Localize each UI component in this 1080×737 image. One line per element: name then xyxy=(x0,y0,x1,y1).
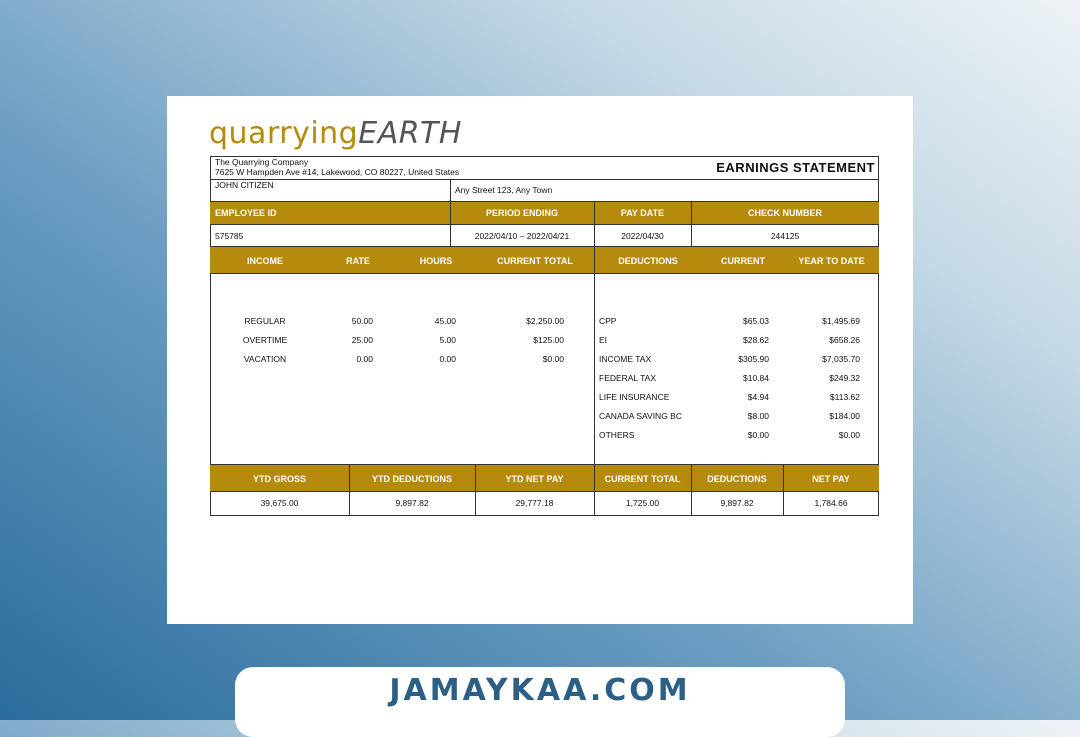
employee-id-value: 575785 xyxy=(215,231,244,241)
deduction-ytd: $1,495.69 xyxy=(822,316,860,326)
deduction-ytd: $658.26 xyxy=(829,335,860,345)
header-summary-current-total: CURRENT TOTAL xyxy=(604,474,681,484)
deduction-current: $65.03 xyxy=(743,316,769,326)
employee-name: JOHN CITIZEN xyxy=(215,180,274,190)
income-hours: 0.00 xyxy=(439,354,456,364)
header-ytd-net-pay: YTD NET PAY xyxy=(505,474,564,484)
header-ytd-gross: YTD GROSS xyxy=(252,474,306,484)
header-year-to-date: YEAR TO DATE xyxy=(798,256,865,266)
deduction-current: $4.94 xyxy=(747,392,769,402)
employee-address: Any Street 123, Any Town xyxy=(455,185,553,195)
footer-banner xyxy=(235,667,845,737)
pay-stub-document xyxy=(167,96,913,624)
deduction-current: $305.90 xyxy=(738,354,769,364)
income-total: $2,250.00 xyxy=(526,316,564,326)
header-period-ending: PERIOD ENDING xyxy=(485,208,558,218)
header-employee-id: EMPLOYEE ID xyxy=(215,208,277,218)
header-pay-date: PAY DATE xyxy=(620,208,665,218)
footer-site-name: JAMAYKAA.COM xyxy=(389,673,691,708)
ytd-deductions-value: 9,897.82 xyxy=(395,498,429,508)
income-rate: 25.00 xyxy=(351,335,373,345)
header-ytd-deductions: YTD DEDUCTIONS xyxy=(371,474,452,484)
logo-part-2: EARTH xyxy=(358,116,462,151)
income-type: OVERTIME xyxy=(242,335,288,345)
income-total: $125.00 xyxy=(533,335,564,345)
header-net-pay: NET PAY xyxy=(812,474,850,484)
deduction-type: INCOME TAX xyxy=(599,354,652,364)
statement-title: EARNINGS STATEMENT xyxy=(716,160,875,175)
income-hours: 45.00 xyxy=(434,316,456,326)
header-hours: HOURS xyxy=(419,256,453,266)
header-current-total: CURRENT TOTAL xyxy=(497,256,573,266)
deduction-ytd: $113.62 xyxy=(829,392,860,402)
header-current: CURRENT xyxy=(721,256,765,266)
income-hours: 5.00 xyxy=(439,335,456,345)
company-name: The Quarrying Company xyxy=(215,157,309,167)
deduction-ytd: $184.00 xyxy=(829,411,860,421)
header-check-number: CHECK NUMBER xyxy=(748,208,822,218)
deduction-type: CANADA SAVING BC xyxy=(599,411,682,421)
header-deductions: DEDUCTIONS xyxy=(618,256,678,266)
ytd-net-pay-value: 29,777.18 xyxy=(515,498,554,508)
deduction-current: $28.62 xyxy=(743,335,769,345)
deduction-type: EI xyxy=(599,335,608,345)
earnings-body xyxy=(210,273,879,465)
income-total: $0.00 xyxy=(542,354,564,364)
pay-date-value: 2022/04/30 xyxy=(621,231,664,241)
deduction-ytd: $249.32 xyxy=(829,373,860,383)
deduction-current: $8.00 xyxy=(747,411,769,421)
income-type: REGULAR xyxy=(244,316,286,326)
deduction-type: OTHERS xyxy=(599,430,635,440)
check-number-value: 244125 xyxy=(770,231,800,241)
deduction-type: LIFE INSURANCE xyxy=(599,392,670,402)
header-income: INCOME xyxy=(247,256,283,266)
deduction-ytd: $0.00 xyxy=(838,430,860,440)
logo-part-1: quarrying xyxy=(209,116,359,151)
deductions-value: 9,897.82 xyxy=(720,498,754,508)
income-type: VACATION xyxy=(243,354,287,364)
deduction-current: $10.84 xyxy=(743,373,769,383)
net-pay-value: 1,784.66 xyxy=(814,498,848,508)
ytd-gross-value: 39,675.00 xyxy=(260,498,299,508)
deduction-type: FEDERAL TAX xyxy=(599,373,656,383)
income-rate: 0.00 xyxy=(356,354,373,364)
company-logo xyxy=(209,116,462,152)
deduction-ytd: $7,035.70 xyxy=(822,354,860,364)
header-rate: RATE xyxy=(346,256,370,266)
deduction-type: CPP xyxy=(599,316,617,326)
deduction-current: $0.00 xyxy=(747,430,769,440)
period-ending-value: 2022/04/10 – 2022/04/21 xyxy=(474,231,570,241)
company-address: 7625 W Hampden Ave #14, Lakewood, CO 80227, United States xyxy=(215,167,460,177)
income-rate: 50.00 xyxy=(351,316,373,326)
current-total-value: 1,725.00 xyxy=(625,498,660,508)
header-summary-deductions: DEDUCTIONS xyxy=(707,474,767,484)
